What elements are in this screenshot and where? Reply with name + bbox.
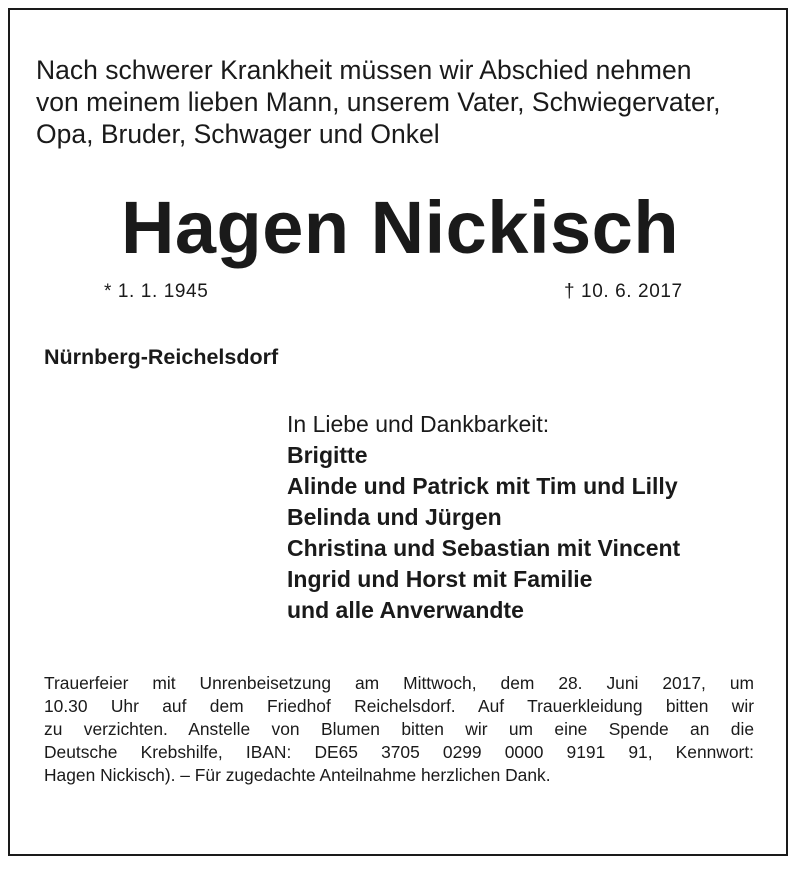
notice-line: Trauerfeier mit Unrenbeisetzung am Mittwoch, dem 28. Juni 2017, um	[44, 673, 754, 693]
intro-text	[36, 54, 766, 150]
family-member: Christina und Sebastian mit Vincent	[287, 535, 681, 561]
funeral-notice	[44, 672, 754, 787]
notice-line: 10.30 Uhr auf dem Friedhof Reichelsdorf. Auf Trauerkleidung bitten wir	[44, 696, 754, 716]
intro-line: Nach schwerer Krankheit müssen wir Abschied nehmen	[36, 55, 692, 85]
family-member: Brigitte	[287, 442, 368, 468]
family-member: Alinde und Patrick mit Tim und Lilly	[287, 473, 678, 499]
notice-line: Deutsche Krebshilfe, IBAN: DE65 3705 0299 0000 9191 91, Kennwort:	[44, 742, 754, 762]
family-heading: In Liebe und Dankbarkeit:	[287, 411, 550, 437]
family-member: Ingrid und Horst mit Familie	[287, 566, 593, 592]
intro-line: von meinem lieben Mann, unserem Vater, Schwiegervater,	[36, 87, 721, 117]
deceased-name: Hagen Nickisch	[120, 186, 680, 269]
family-member: und alle Anverwandte	[287, 597, 524, 623]
family-list	[287, 409, 680, 626]
intro-line: Opa, Bruder, Schwager und Onkel	[36, 119, 440, 149]
family-member: Belinda und Jürgen	[287, 504, 502, 530]
death-date: † 10. 6. 2017	[564, 281, 683, 302]
notice-line: Hagen Nickisch). – Für zugedachte Anteilnahme herzlichen Dank.	[44, 765, 551, 785]
place-of-residence: Nürnberg-Reichelsdorf	[44, 345, 279, 369]
notice-line: zu verzichten. Anstelle von Blumen bitten wir um eine Spende an die	[44, 719, 754, 739]
birth-date: * 1. 1. 1945	[104, 281, 209, 302]
